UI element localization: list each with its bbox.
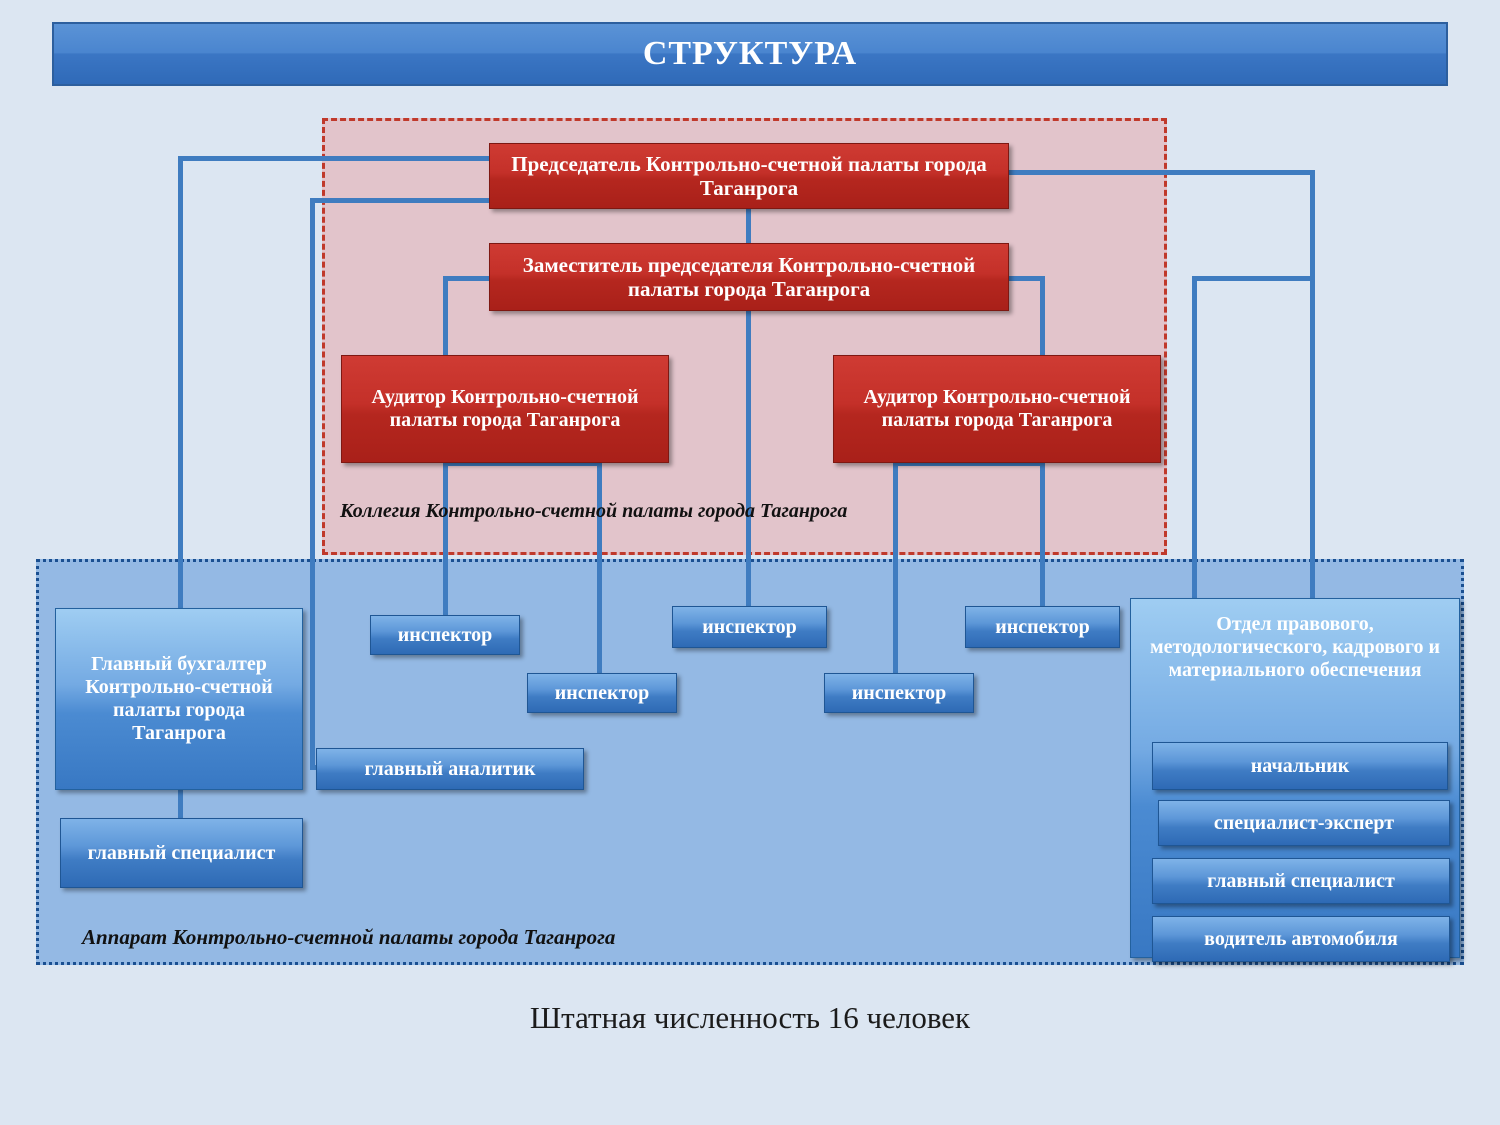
node-dept-driver[interactable] [1152,916,1450,962]
node-inspector-3-label: инспектор [702,615,797,638]
footer-headcount: Штатная численность 16 человек [529,1000,971,1035]
node-inspector-3[interactable] [672,606,827,648]
group-apparat-label: Аппарат Контрольно-счетной палаты города Таганрога [82,925,616,949]
connector-chairman-right [1008,170,1314,175]
connector-chief-accountant-vertical [178,156,183,611]
node-auditor-right-label: Аудитор Контрольно-счетной палаты города Таганрога [863,386,1131,431]
node-chief-specialist[interactable] [60,818,303,888]
page-title: СТРУКТУРА [642,35,858,72]
node-chief-accountant[interactable] [55,608,303,790]
node-chairman-label: Председатель Контрольно-счетной палаты города Таганрога [511,151,987,200]
node-inspector-2-label: инспектор [554,681,650,704]
connector-right-auditor-vertical [1040,276,1045,356]
node-auditor-left-label: Аудитор Контрольно-счетной палаты города Таганрога [371,386,639,431]
connector-chairman-deputy [746,206,751,246]
node-deputy[interactable] [489,243,1009,311]
node-dept-chief-specialist-label: главный специалист [1207,869,1395,892]
connector-department-vertical [1310,170,1315,605]
connector-right-outer [1192,276,1314,281]
node-chairman[interactable] [489,143,1009,209]
connector-middle-inspector [746,310,751,618]
connector-right-auditor-down [1040,461,1045,629]
connector-left-spine [310,198,315,768]
connector-accountant-specialist [178,790,183,820]
node-inspector-4[interactable] [824,673,974,713]
node-deputy-label: Заместитель председателя Контрольно-счетной палаты города Таганрога [522,252,976,301]
group-collegium-label: Коллегия Контрольно-счетной палаты города Таганрога [340,500,848,522]
node-inspector-1-label: инспектор [397,623,493,646]
node-chief-analyst-label: главный аналитик [364,757,536,780]
node-chief-accountant-label: Главный бухгалтер Контрольно-счетной палаты города Таганрога [85,653,273,744]
connector-left-spine-top [310,198,490,203]
connector-left-inspector2-vertical [597,461,602,689]
node-auditor-right[interactable] [833,355,1161,463]
connector-chairman-left [178,156,490,161]
node-inspector-2[interactable] [527,673,677,713]
connector-right-outer-vertical [1192,276,1197,616]
node-inspector-4-label: инспектор [851,681,947,704]
node-department-label: Отдел правового, методологического, кадрового и материального обеспечения [1149,613,1441,681]
node-auditor-left[interactable] [341,355,669,463]
node-chief-analyst[interactable] [316,748,584,790]
connector-deputy-right [1008,276,1044,281]
node-dept-head[interactable] [1152,742,1448,790]
connector-deputy-left [443,276,491,281]
node-dept-expert-label: специалист-эксперт [1213,811,1395,834]
node-dept-expert[interactable] [1158,800,1450,846]
node-dept-chief-specialist[interactable] [1152,858,1450,904]
node-inspector-1[interactable] [370,615,520,655]
connector-left-auditor-down [443,461,448,629]
node-inspector-5-label: инспектор [995,615,1090,638]
node-inspector-5[interactable] [965,606,1120,648]
connector-left-auditor-vertical [443,276,448,356]
node-dept-head-label: начальник [1250,754,1350,777]
node-chief-specialist-label: главный специалист [87,841,276,864]
slide-title-banner [52,22,1448,86]
node-dept-driver-label: водитель автомобиля [1204,927,1398,950]
connector-right-inspector-vertical [893,461,898,689]
